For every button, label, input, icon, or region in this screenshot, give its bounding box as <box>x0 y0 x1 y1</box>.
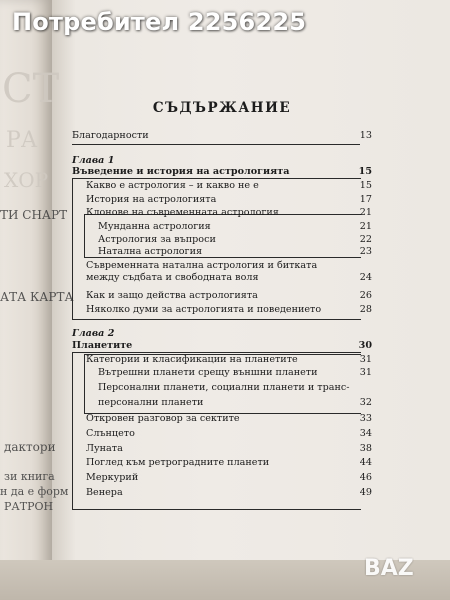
toc-entry <box>72 304 372 316</box>
left-fragment: АТА КАРТА <box>0 290 74 304</box>
toc-entry-page: 21 <box>359 207 372 218</box>
toc-entry <box>72 207 372 219</box>
toc-entry-label: Слънцето <box>86 428 135 439</box>
user-id-label: Потребител 2256225 <box>12 8 307 36</box>
toc-entry-label: Благодарности <box>72 130 149 141</box>
toc-entry-label: История на астрологията <box>86 194 217 205</box>
toc-entry <box>72 354 372 366</box>
toc-entry-page: 24 <box>359 272 372 283</box>
toc-entry-page: 17 <box>359 194 372 205</box>
toc-entry-label: Как и защо действа астрологията <box>86 290 258 301</box>
toc-entry-label: Няколко думи за астрологията и поведението <box>86 304 322 315</box>
toc-entry <box>72 234 372 246</box>
toc-entry-page: 34 <box>359 428 372 439</box>
toc-entry <box>72 428 372 440</box>
left-fragment: ТИ СНАРТ <box>0 208 68 222</box>
toc-entry-page: 15 <box>358 166 372 177</box>
toc-title: СЪДЪРЖАНИЕ <box>152 100 292 116</box>
toc-entry-label: Категории и класификации на планетите <box>86 354 298 365</box>
chapter-heading: Глава 2 <box>72 328 115 339</box>
toc-entry-label: Вътрешни планети срещу външни планети <box>98 367 318 378</box>
toc-entry <box>72 472 372 484</box>
toc-entry <box>72 397 372 409</box>
toc-entry-label: Какво е астрология – и какво не е <box>86 180 259 191</box>
toc-entry <box>72 194 372 206</box>
divider <box>72 144 360 145</box>
toc-entry <box>72 180 372 192</box>
toc-entry-label: персонални планети <box>98 397 204 408</box>
toc-entry-page: 30 <box>358 340 372 351</box>
toc-entry <box>72 367 372 379</box>
toc-entry <box>72 443 372 455</box>
toc-entry-label: Меркурий <box>86 472 139 483</box>
toc-entry-label: Луната <box>86 443 123 454</box>
chapter-title: Въведение и история на астрологията <box>72 166 290 177</box>
toc-entry-page: 23 <box>359 246 372 257</box>
toc-entry <box>72 130 372 142</box>
left-fragment: ХОР <box>4 168 49 192</box>
toc-entry-label: Клонове на съвременната астрология <box>86 207 279 218</box>
toc-entry-page: 31 <box>359 367 372 378</box>
left-fragment: дактори <box>4 440 56 454</box>
left-fragment: РА <box>6 128 38 153</box>
toc-entry-label: Откровен разговор за сектите <box>86 413 240 424</box>
toc-entry-page: 49 <box>359 487 372 498</box>
toc-entry-label: Венера <box>86 487 123 498</box>
chapter-title-row <box>72 166 372 178</box>
toc-entry-page: 28 <box>359 304 372 315</box>
toc-entry <box>72 246 372 258</box>
toc-entry-page: 31 <box>359 354 372 365</box>
toc-entry-page: 32 <box>359 397 372 408</box>
toc-entry-label: Мунданна астрология <box>98 221 211 232</box>
toc-entry-page: 38 <box>359 443 372 454</box>
left-fragment: СТ <box>2 66 60 112</box>
toc-entry-page: 44 <box>359 457 372 468</box>
toc-entry-label: Астрология за въпроси <box>98 234 216 245</box>
toc-entry-label: между съдбата и свободната воля <box>86 272 259 283</box>
toc-entry-label: Персонални планети, социални планети и транс- <box>98 382 350 393</box>
watermark-text: BAZ <box>364 556 414 581</box>
toc-entry <box>72 382 372 394</box>
chapter-heading: Глава 1 <box>72 155 115 166</box>
toc-entry <box>72 413 372 425</box>
toc-entry <box>72 272 372 284</box>
toc-entry <box>72 290 372 302</box>
toc-entry <box>72 221 372 233</box>
toc-entry <box>72 260 372 272</box>
toc-entry <box>72 487 372 499</box>
toc-entry-label: Натална астрология <box>98 246 203 257</box>
toc-entry-page: 22 <box>359 234 372 245</box>
toc-entry-page: 46 <box>359 472 372 483</box>
left-fragment: н да е форм <box>0 485 69 498</box>
toc-entry-page: 21 <box>359 221 372 232</box>
toc-entry-label: Съвременната натална астрология и битката <box>86 260 318 271</box>
left-fragment: РАТРОН <box>4 500 54 513</box>
chapter-title: Планетите <box>72 340 133 351</box>
chapter-title-row <box>72 340 372 352</box>
toc-entry-page: 13 <box>359 130 372 141</box>
toc-entry-page: 26 <box>359 290 372 301</box>
toc-entry-label: Поглед към ретроградните планети <box>86 457 270 468</box>
watermark-logo <box>354 550 442 590</box>
toc-entry-page: 15 <box>359 180 372 191</box>
toc-entry <box>72 457 372 469</box>
left-fragment: зи книга <box>4 470 55 483</box>
toc-entry-page: 33 <box>359 413 372 424</box>
